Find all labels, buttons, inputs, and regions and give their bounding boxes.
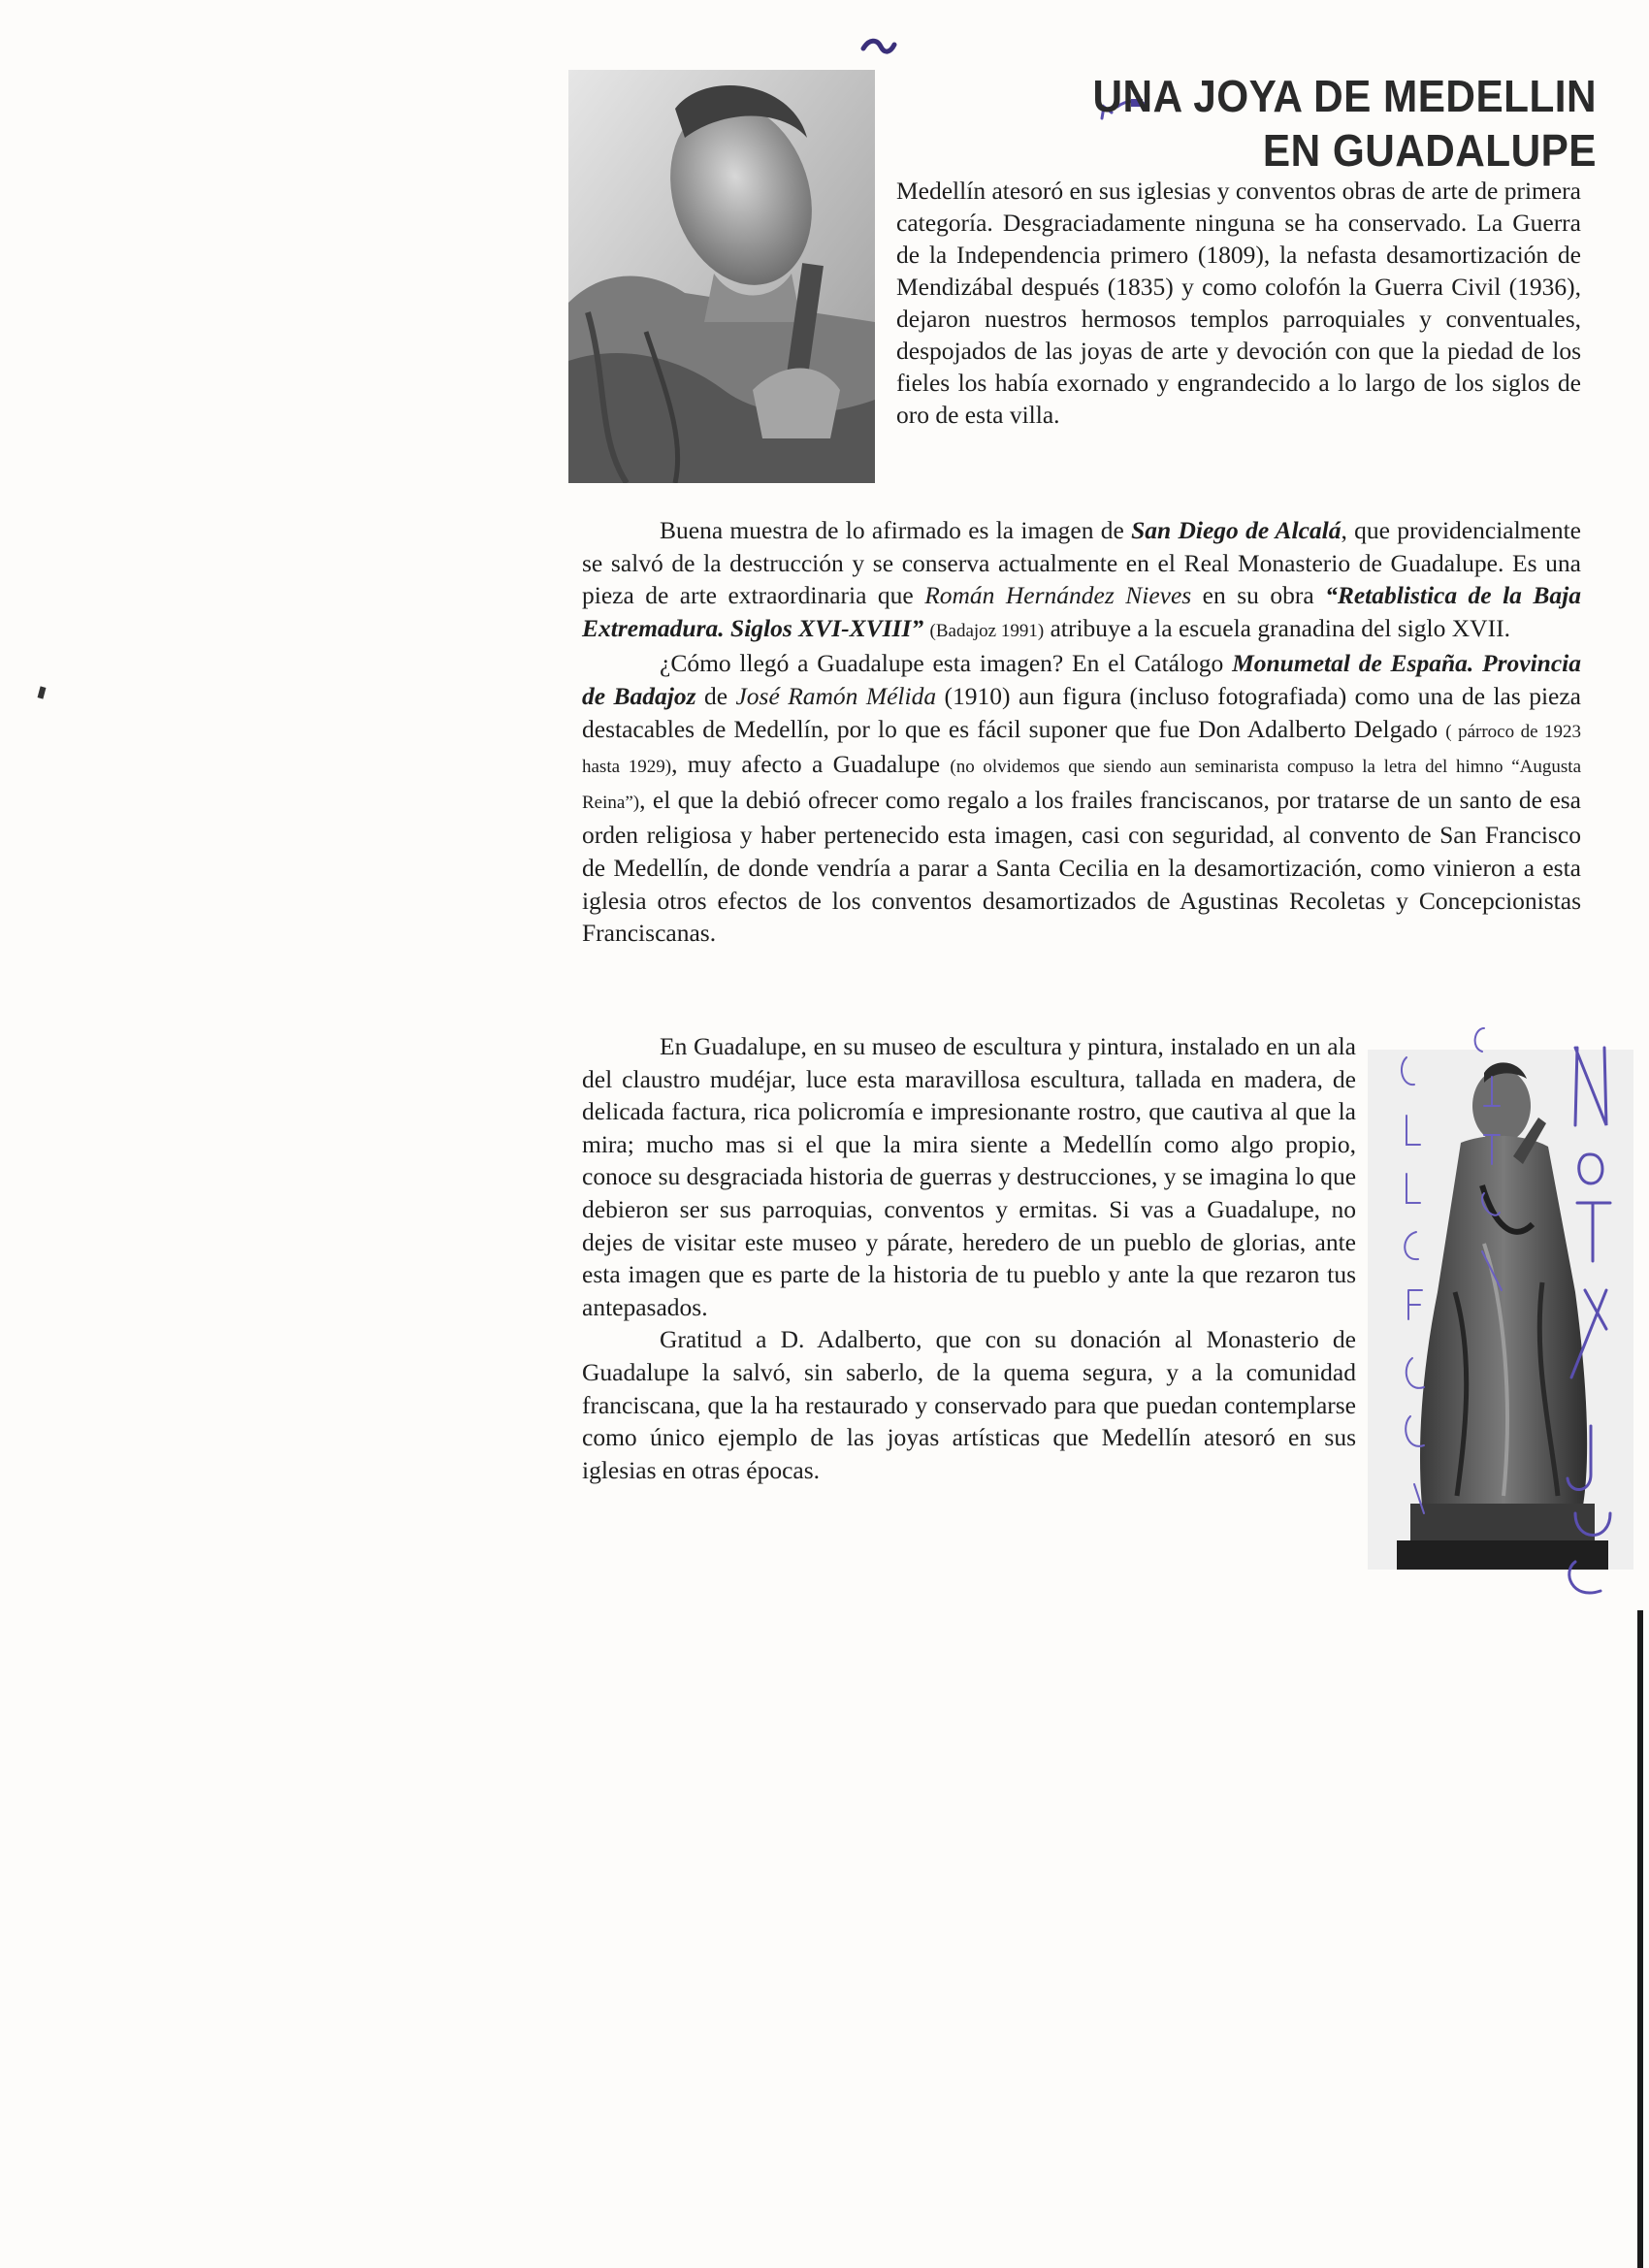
saint-portrait-photo [568,70,875,483]
work-reference: (Badajoz 1991) [929,620,1045,641]
ink-scribble [859,37,898,56]
scan-speck [38,686,47,698]
p2-text-1: ¿Cómo llegó a Guadalupe esta imagen? En el Catálogo [660,649,1233,678]
p1-text-5: atribuye a la escuela granadina del siglo XVII. [1044,613,1510,642]
title-line-1: UNA JOYA DE MEDELLIN [1092,70,1597,121]
intro-paragraph [896,175,1581,431]
intro-text: Medellín atesoró en sus iglesias y conventos obras de arte de primera categoría. Desgraciadamente ninguna se ha conservado. La Guerra de la Independencia primero (1809), la nefasta desamortización de Mendizábal después (1835) y como colofón la Guerra Civil (1936), dejaron nuestros hermosos templos parroquiales y conventuales, despojados de las joyas de arte y devoción con que la piedad de los fieles los había exornado y engrandecido a lo largo de los siglos de oro de esta villa. [896,177,1581,429]
paragraph-4: Gratitud a D. Adalberto, que con su donación al Monasterio de Guadalupe la salvó, sin saberlo, de la quema segura, y a la comunidad franciscana, que la ha restaurado y conservado para que puedan contemplarse como único ejemplo de las joyas artísticas que Medellín atesoró en sus iglesias en otras épocas. [582,1325,1356,1484]
hymn-note: (no olvidemos que siendo aun seminarista compuso la letra del himno “Augusta Reina”) [582,757,1581,813]
saint-name: San Diego de Alcalá [1131,516,1342,544]
work-title: “Retablistica de la Baja Extremadura. Siglos XVI-XVIII” [582,581,1581,642]
title-line-2: EN GUADALUPE [1262,124,1597,176]
p2-text-2: de [695,681,736,710]
paragraph-1 [582,514,1581,647]
p2-text-3: (1910) aun figura (incluso fotografiada) como una de las pieza destacables de Medellín, por lo que es fácil suponer que fue Don Adalberto Delgado [582,681,1581,743]
paragraph-2 [582,647,1581,949]
author-name: Román Hernández Nieves [924,581,1192,610]
paragraph-3: En Guadalupe, en su museo de escultura y pintura, instalado en un ala del claustro mudéjar, luce esta maravillosa escultura, tallada en madera, de delicada factura, rica policromía e impresionante rostro, que cautiva al que la mira; mucho mas si el que la mira siente a Medellín como algo propio, conoce su desgraciada historia de guerras y destrucciones, y se imagina lo que debieron ser sus parroquias, conventos y ermitas. Si vas a Guadalupe, no dejes de visitar este museo y párate, heredero de un pueblo de glorias, ante esta imagen que es parte de la historia de tu pueblo y ante la que rezaron tus antepasados. [582,1032,1357,1321]
p1-text-1: Buena muestra de lo afirmado es la imagen de [660,516,1132,544]
article-body-upper [582,514,1581,950]
article-title [972,69,1597,178]
article-body-lower [582,1030,1356,1486]
parish-note: ( párroco de 1923 hasta 1929) [582,721,1581,778]
catalog-title: Monumetal de España. Provincia de Badajoz [582,649,1582,710]
melida-name: José Ramón Mélida [735,681,937,710]
p1-text-3: en su obra [1191,581,1326,610]
saint-statue-photo [1368,1050,1633,1570]
p2-text-5: , el que la debió ofrecer como regalo a los frailes franciscanos, por tratarse de un santo de esa orden religiosa y haber pertenecido esta imagen, casi con seguridad, al convento de San Francisco de Medellín, de donde vendría a parar a Santa Cecilia en la desamortización, como vinieron a esta iglesia otros efectos de los conventos desamortizados de Agustinas Recoletas y Concepcionistas Franciscanas. [582,785,1581,948]
p2-text-4: , muy afecto a Guadalupe [671,750,951,779]
p1-text-2: , que providencialmente se salvó de la destrucción y se conserva actualmente en el Real Monasterio de Guadalupe. Es una pieza de arte extraordinaria que [582,516,1581,610]
scan-edge-line [1637,1610,1643,2268]
